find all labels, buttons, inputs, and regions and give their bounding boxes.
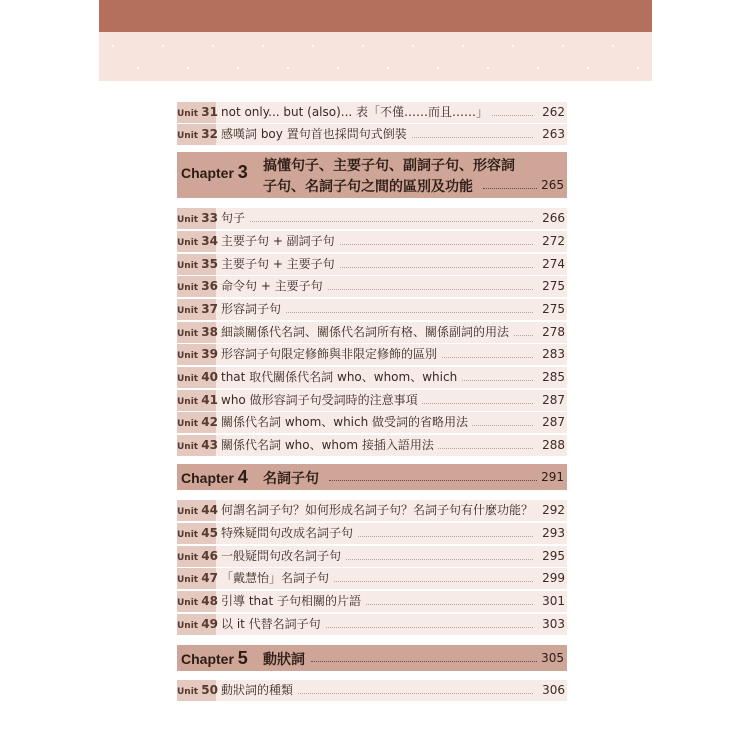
- unit-title: 主要子句 + 主要子句: [221, 254, 339, 275]
- toc-row-unit-31[interactable]: [177, 102, 567, 123]
- unit-title: 「戴慧怡」名詞子句: [221, 568, 333, 589]
- unit-title: 主要子句 + 副詞子句: [221, 231, 339, 252]
- page-number: 283: [542, 347, 565, 361]
- unit-badge: Unit 36: [177, 276, 216, 297]
- toc-row-unit-46[interactable]: [177, 546, 567, 567]
- toc-row-unit-43[interactable]: [177, 435, 567, 456]
- toc-row-unit-50[interactable]: [177, 680, 567, 701]
- toc-row-unit-41[interactable]: [177, 390, 567, 411]
- decorative-dots: [99, 32, 652, 81]
- unit-title: 感嘆詞 boy 置句首也採問句式倒裝: [221, 124, 411, 145]
- unit-title: 關係代名詞 whom、which 做受詞的省略用法: [221, 412, 472, 433]
- toc-row-unit-35[interactable]: [177, 254, 567, 275]
- chapter-5-heading[interactable]: [177, 645, 567, 671]
- page-number: 278: [542, 325, 565, 339]
- page-number: 263: [542, 127, 565, 141]
- unit-title: 引導 that 子句相關的片語: [221, 591, 365, 612]
- unit-badge: Unit 35: [177, 254, 216, 275]
- chapter-label: Chapter 5: [181, 648, 248, 668]
- unit-title: 句子: [221, 208, 249, 229]
- unit-badge: Unit 39: [177, 344, 216, 365]
- page-number: 292: [542, 503, 565, 517]
- page-number: 262: [542, 105, 565, 119]
- page-number: 275: [542, 302, 565, 316]
- chapter-title-line2: 子句、名詞子句之間的區別及功能: [263, 179, 473, 195]
- unit-title: 形容詞子句限定修飾與非限定修飾的區別: [221, 344, 441, 365]
- page-number: 306: [542, 683, 565, 697]
- unit-title: 特殊疑問句改成名詞子句: [221, 523, 357, 544]
- dot-leader: [329, 480, 537, 481]
- unit-badge: Unit 34: [177, 231, 216, 252]
- unit-badge: Unit 49: [177, 614, 216, 635]
- page-number: 299: [542, 571, 565, 585]
- toc-row-unit-47[interactable]: [177, 568, 567, 589]
- page-number: 303: [542, 617, 565, 631]
- unit-title: that 取代關係代名詞 who、whom、which: [221, 367, 461, 388]
- page-number: 266: [542, 211, 565, 225]
- dot-leader: [221, 221, 533, 222]
- page-number: 288: [542, 438, 565, 452]
- chapter-page-number: 265: [541, 178, 564, 192]
- toc-row-unit-34[interactable]: [177, 231, 567, 252]
- chapter-page-number: 291: [541, 470, 564, 484]
- unit-badge: Unit 48: [177, 591, 216, 612]
- chapter-title-line1: 搞懂句子、主要子句、副詞子句、形容詞: [263, 158, 515, 174]
- chapter-page-number: 305: [541, 651, 564, 665]
- unit-badge: Unit 37: [177, 299, 216, 320]
- chapter-title: 動狀詞: [263, 652, 305, 668]
- toc-row-unit-32[interactable]: [177, 124, 567, 145]
- unit-title: 形容詞子句: [221, 299, 285, 320]
- unit-title: 關係代名詞 who、whom 接插入語用法: [221, 435, 438, 456]
- dot-leader: [311, 661, 537, 662]
- page-number: 301: [542, 594, 565, 608]
- unit-badge: Unit 50: [177, 680, 216, 701]
- toc-row-unit-40[interactable]: [177, 367, 567, 388]
- unit-title: 以 it 代替名詞子句: [221, 614, 325, 635]
- unit-badge: Unit 44: [177, 500, 216, 521]
- unit-title: 何謂名詞子句？如何形成名詞子句？名詞子句有什麼功能？: [221, 500, 537, 521]
- toc-row-unit-45[interactable]: [177, 523, 567, 544]
- unit-badge: Unit 38: [177, 322, 216, 343]
- header-band: [99, 0, 652, 32]
- unit-badge: Unit 42: [177, 412, 216, 433]
- page-number: 274: [542, 257, 565, 271]
- page-number: 293: [542, 526, 565, 540]
- unit-badge: Unit 40: [177, 367, 216, 388]
- toc-row-unit-38[interactable]: [177, 322, 567, 343]
- unit-badge: Unit 32: [177, 124, 216, 145]
- toc-row-unit-37[interactable]: [177, 299, 567, 320]
- page-number: 272: [542, 234, 565, 248]
- toc-row-unit-42[interactable]: [177, 412, 567, 433]
- page-number: 287: [542, 415, 565, 429]
- unit-title: 命令句 + 主要子句: [221, 276, 327, 297]
- toc-row-unit-49[interactable]: [177, 614, 567, 635]
- page-number: 295: [542, 549, 565, 563]
- toc-row-unit-36[interactable]: [177, 276, 567, 297]
- toc-row-unit-44[interactable]: [177, 500, 567, 521]
- chapter-label: Chapter 3: [181, 162, 248, 182]
- unit-badge: Unit 41: [177, 390, 216, 411]
- unit-title: 動狀詞的種類: [221, 680, 297, 701]
- unit-title: who 做形容詞子句受詞時的注意事項: [221, 390, 422, 411]
- dot-leader: [483, 188, 537, 189]
- unit-badge: Unit 31: [177, 102, 216, 123]
- unit-badge: Unit 43: [177, 435, 216, 456]
- chapter-title: 名詞子句: [263, 471, 319, 487]
- unit-badge: Unit 46: [177, 546, 216, 567]
- unit-title: not only... but (also)... 表「不僅……而且……」: [221, 102, 492, 123]
- toc-row-unit-39[interactable]: [177, 344, 567, 365]
- unit-badge: Unit 47: [177, 568, 216, 589]
- unit-title: 一般疑問句改名詞子句: [221, 546, 345, 567]
- page-number: 275: [542, 279, 565, 293]
- unit-badge: Unit 45: [177, 523, 216, 544]
- unit-title: 細談關係代名詞、關係代名詞所有格、關係副詞的用法: [221, 322, 513, 343]
- unit-badge: Unit 33: [177, 208, 216, 229]
- toc-row-unit-33[interactable]: [177, 208, 567, 229]
- toc-row-unit-48[interactable]: [177, 591, 567, 612]
- chapter-label: Chapter 4: [181, 467, 248, 487]
- page-number: 287: [542, 393, 565, 407]
- page-number: 285: [542, 370, 565, 384]
- chapter-3-heading[interactable]: [177, 152, 567, 198]
- chapter-4-heading[interactable]: [177, 464, 567, 490]
